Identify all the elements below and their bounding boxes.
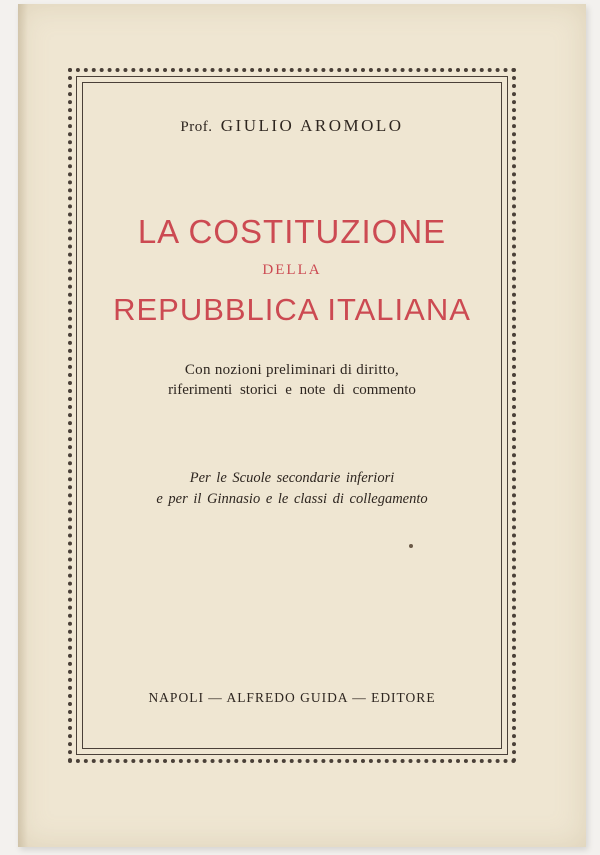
subtitle-line-1: Con nozioni preliminari di diritto, — [184, 362, 400, 378]
title-line-3: REPUBBLICA ITALIANA — [113, 292, 471, 327]
title-line-1: LA COSTITUZIONE — [137, 213, 447, 250]
paper-speck — [409, 544, 413, 548]
title-line-2: DELLA — [262, 262, 322, 278]
author-prefix: Prof. — [180, 119, 213, 135]
subtitle-line-2: riferimenti storici e note di commento — [168, 382, 416, 398]
publisher-line: NAPOLI — ALFREDO GUIDA — EDITORE — [148, 690, 436, 705]
cover-shadow — [18, 4, 28, 847]
author-line — [82, 116, 502, 136]
audience-line-2: e per il Ginnasio e le classi di collegamento — [156, 491, 428, 507]
decorative-border-inner — [82, 82, 502, 749]
author-name: GIULIO AROMOLO — [220, 116, 404, 135]
audience-line-1: Per le Scuole secondarie inferiori — [189, 470, 395, 486]
